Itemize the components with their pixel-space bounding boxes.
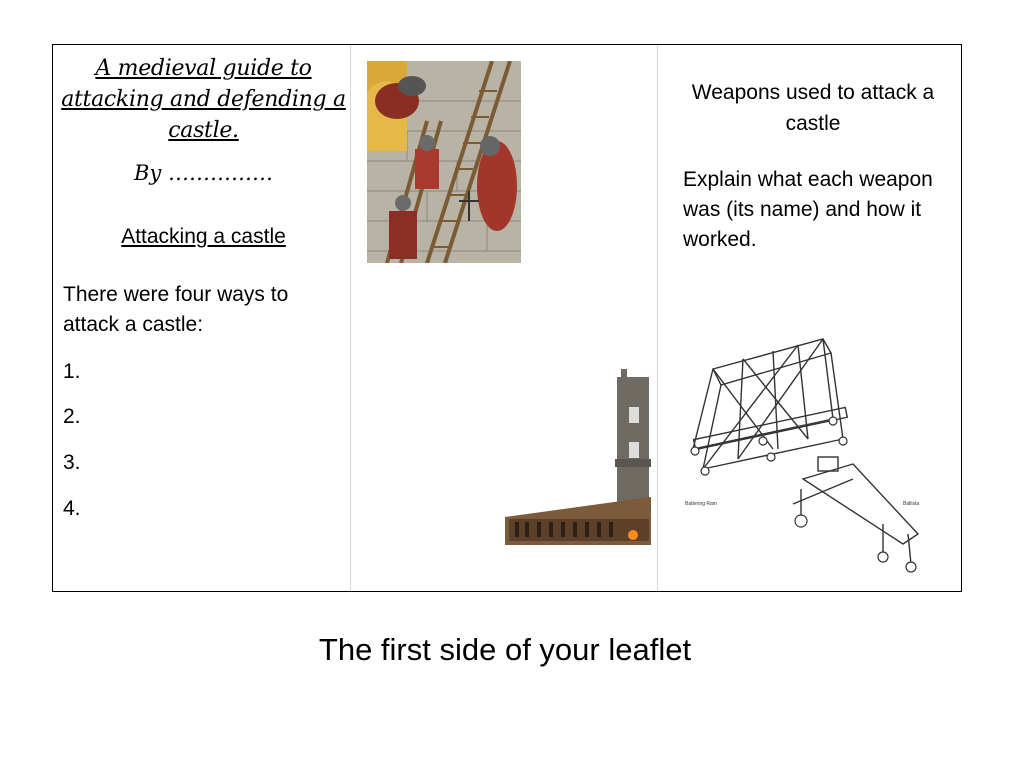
leaflet-frame bbox=[52, 44, 962, 592]
ballista-label: Ballista bbox=[903, 501, 920, 507]
ram-label: Battering Ram bbox=[685, 501, 717, 507]
weapons-heading: Weapons used to attack a castle bbox=[691, 81, 935, 135]
slide-caption: The first side of your leaflet bbox=[318, 632, 692, 667]
list-number-4: 4. bbox=[63, 497, 81, 520]
ladder-attack-image bbox=[367, 61, 521, 263]
list-number-2: 2. bbox=[63, 405, 81, 428]
column-divider-1 bbox=[350, 45, 351, 591]
list-number-1: 1. bbox=[63, 360, 81, 383]
intro-text: There were four ways to attack a castle: bbox=[63, 283, 289, 336]
siege-engines-image bbox=[683, 329, 928, 574]
author-byline: By …………… bbox=[134, 161, 273, 185]
weapons-instructions: Explain what each weapon was (its name) and how it worked. bbox=[683, 168, 933, 251]
castle-tower-image bbox=[505, 367, 651, 549]
column-divider-2 bbox=[657, 45, 658, 591]
section-heading-attacking: Attacking a castle bbox=[121, 225, 286, 248]
list-number-3: 3. bbox=[63, 451, 81, 474]
leaflet-title: A medieval guide to attacking and defending a castle. bbox=[61, 56, 346, 143]
